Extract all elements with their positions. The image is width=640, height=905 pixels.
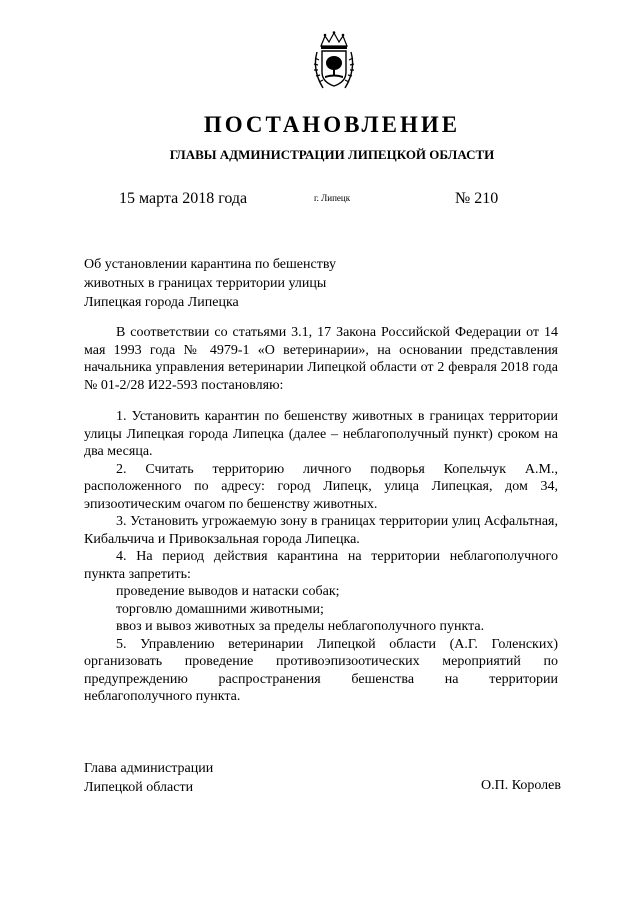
item-4a-paragraph: проведение выводов и натаски собак; <box>116 584 340 599</box>
topic-line: животных в границах территории улицы <box>84 276 327 291</box>
document-body <box>84 324 558 706</box>
signatory-position <box>84 759 213 797</box>
topic-line: Об установлении карантина по бешенству <box>84 257 336 272</box>
position-line: Глава администрации <box>84 761 214 776</box>
item-4-paragraph: 4. На период действия карантина на территории неблагополучного пункта запретить: <box>84 549 558 582</box>
item-5-paragraph: 5. Управлению ветеринарии Липецкой области (А.Г. Голенских) организовать проведение противоэпизоотических мероприятий по предупреждению распространения бешенства на территории неблагополучного пункта. <box>84 636 558 704</box>
document-date: 15 марта 2018 года <box>119 190 248 207</box>
document-number: № 210 <box>455 190 499 207</box>
lipetsk-coat-of-arms-icon <box>311 30 357 92</box>
document-subtitle: ГЛАВЫ АДМИНИСТРАЦИИ ЛИПЕЦКОЙ ОБЛАСТИ <box>169 147 495 162</box>
item-4b-paragraph: торговлю домашними животными; <box>116 601 324 617</box>
document-city: г. Липецк <box>314 193 351 203</box>
position-line: Липецкой области <box>84 780 194 795</box>
item-4c-paragraph: ввоз и вывоз животных за пределы неблагополучного пункта. <box>116 619 485 634</box>
preamble-paragraph: В соответствии со статьями 3.1, 17 Закона Российской Федерации от 14 мая 1993 года № 4979-1 «О ветеринарии», на основании представления начальника управления ветеринарии Липецкой области от 2 февраля 2018 года № 01-2/28 И22-593 постановляю: <box>84 325 558 393</box>
item-2-paragraph: 2. Считать территорию личного подворья Копельчук А.М., расположенного по адресу: город Липецк, улица Липецкая, дом 34, эпизоотическим очагом по бешенству животных. <box>84 461 558 512</box>
document-title: ПОСТАНОВЛЕНИЕ <box>203 112 461 137</box>
document-topic <box>84 255 374 312</box>
topic-line: Липецкая города Липецка <box>84 295 239 310</box>
item-1-paragraph: 1. Установить карантин по бешенству животных в границах территории улицы Липецкая города Липецка (далее – неблагополучный пункт) сроком на два месяца. <box>84 409 558 459</box>
item-3-paragraph: 3. Установить угрожаемую зону в границах территории улиц Асфальтная, Кибальчича и Привокзальная города Липецка. <box>84 514 558 547</box>
signatory-name: О.П. Королев <box>481 778 561 793</box>
